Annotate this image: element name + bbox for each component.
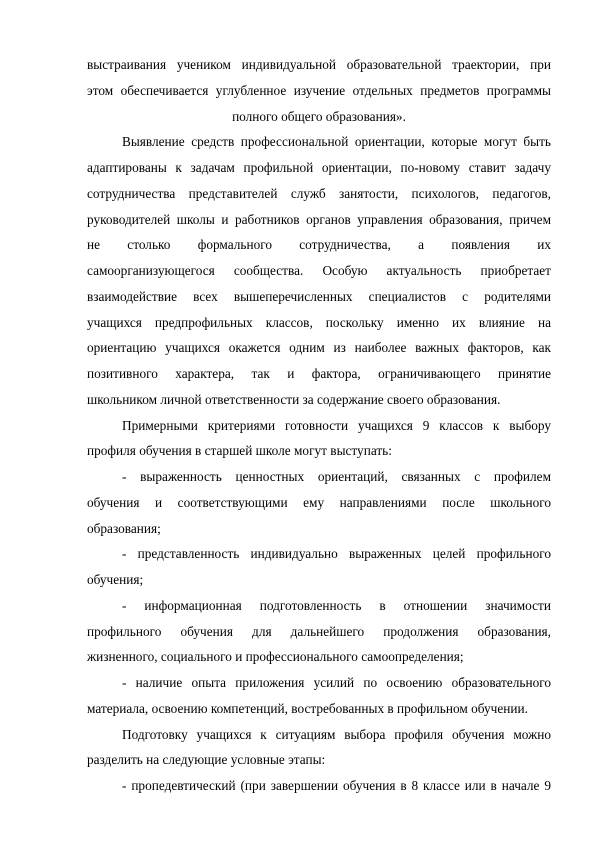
body-text [87, 52, 551, 799]
text-line: выстраивания учеником индивидуальной образовательной траектории, при [87, 57, 551, 72]
text-line: - пропедевтический (при завершении обучения в 8 классе или в начале 9 [122, 778, 551, 793]
paragraph-criterion-3 [87, 593, 551, 670]
text-line: взаимодействие всех вышеперечисленных специалистов с родителями [87, 288, 551, 304]
text-line: обучения и соответствующими ему направлениями после школьного [87, 494, 551, 510]
text-line: адаптированы к задачам профильной ориентации, по-новому ставит задачу [87, 160, 551, 175]
text-line: Выявление средств профессиональной ориентации, которые могут быть [122, 134, 551, 150]
text-line: руководителей школы и работников органов управления образования, причем [87, 211, 551, 227]
paragraph-criterion-2 [87, 541, 551, 593]
text-line: профильного обучения для дальнейшего продолжения образования, [87, 623, 551, 639]
text-line: жизненного, социального и профессионального самоопределения; [87, 649, 464, 665]
text-line: самоорганизующегося сообщества. Особую актуальность приобретает [87, 263, 551, 278]
text-line: школьником личной ответственности за содержание своего образования. [87, 391, 501, 407]
text-line: Примерными критериями готовности учащихся 9 классов к выбору [122, 417, 551, 433]
text-line: профиля обучения в старшей школе могут выступать: [87, 443, 392, 459]
text-line: позитивного характера, так и фактора, ограничивающего принятие [87, 366, 551, 381]
text-line: - наличие опыта приложения усилий по освоению образовательного [122, 675, 551, 690]
paragraph-criteria-intro [87, 413, 551, 465]
paragraph-stages-intro [87, 722, 551, 774]
paragraph-stage-1 [87, 773, 551, 799]
text-line: образования; [87, 520, 161, 536]
paragraph-quote-end [87, 52, 551, 129]
text-line: Подготовку учащихся к ситуациям выбора профиля обучения можно [122, 726, 551, 742]
text-line: этом обеспечивается углубленное изучение отдельных предметов программы [87, 82, 551, 98]
paragraph-criterion-1 [87, 464, 551, 541]
text-line: разделить на следующие условные этапы: [87, 752, 326, 768]
text-line: обучения; [87, 572, 144, 587]
text-line: - представленность индивидуально выраженных целей профильного [122, 546, 551, 562]
text-line: сотрудничества представителей служб занятости, психологов, педагогов, [87, 185, 551, 201]
paragraph-criterion-4 [87, 670, 551, 722]
text-line: учащихся предпрофильных классов, поскольку именно их влияние на [87, 314, 551, 330]
text-line: ориентацию учащихся окажется одним из наиболее важных факторов, как [87, 340, 551, 356]
paragraph-career-guidance [87, 129, 551, 412]
text-line: - выраженность ценностных ориентаций, связанных с профилем [122, 469, 551, 484]
text-line: материала, освоению компетенций, востребованных в профильном обучении. [87, 700, 528, 716]
text-line: полного общего образования». [232, 108, 406, 124]
text-line: - информационная подготовленность в отношении значимости [122, 597, 551, 613]
text-line: не столько формального сотрудничества, а появления их [87, 237, 551, 253]
